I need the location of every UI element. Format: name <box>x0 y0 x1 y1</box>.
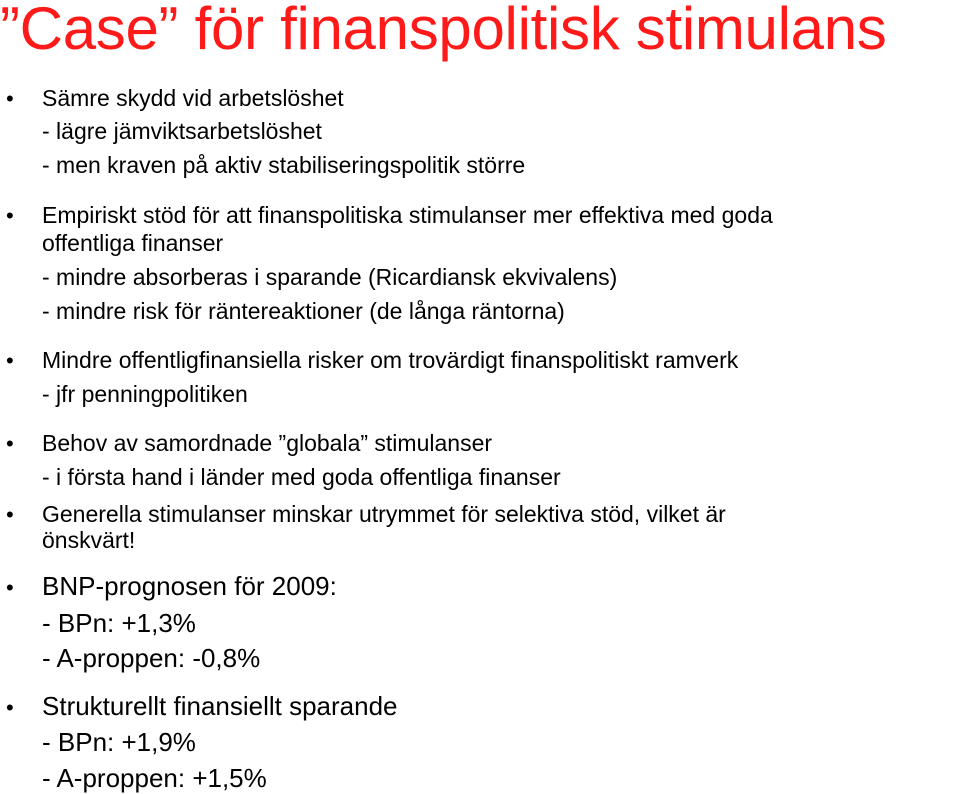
sub-text: - BPn: +1,9% <box>42 727 196 757</box>
sub-text: - mindre absorberas i sparande (Ricardiansk ekvivalens) <box>42 264 618 290</box>
bullet-text: Empiriskt stöd för att finanspolitiska stimulanser mer effektiva med goda <box>42 202 773 228</box>
sub-text: - men kraven på aktiv stabiliseringspolitik större <box>42 152 526 178</box>
sub-text: - lägre jämviktsarbetslöshet <box>42 118 322 144</box>
slide-title: ”Case” för finanspolitisk stimulans <box>0 0 887 62</box>
bullet-icon: • <box>6 695 14 720</box>
sub-text: - jfr penningpolitiken <box>42 381 248 407</box>
sub-text: - mindre risk för räntereaktioner (de långa räntorna) <box>42 298 565 324</box>
bullet-text: Strukturellt finansiellt sparande <box>42 691 398 721</box>
sub-text: - A-proppen: -0,8% <box>42 643 261 673</box>
bullet-icon: • <box>6 86 14 111</box>
bullet-text: önskvärt! <box>42 527 136 553</box>
bullet-text: Behov av samordnade ”globala” stimulanser <box>42 430 493 456</box>
sub-text: - BPn: +1,3% <box>42 608 196 638</box>
bullet-text: Sämre skydd vid arbetslöshet <box>42 85 344 111</box>
sub-text: - A-proppen: +1,5% <box>42 763 267 793</box>
bullet-icon: • <box>6 431 14 456</box>
bullet-icon: • <box>6 502 14 527</box>
bullet-icon: • <box>6 575 14 600</box>
bullet-text: BNP-prognosen för 2009: <box>42 571 337 601</box>
bullet-text: Mindre offentligfinansiella risker om trovärdigt finanspolitiskt ramverk <box>42 347 739 373</box>
bullet-icon: • <box>6 348 14 373</box>
sub-text: - i första hand i länder med goda offentliga finanser <box>42 464 561 490</box>
bullet-text: offentliga finanser <box>42 230 224 256</box>
bullet-text: Generella stimulanser minskar utrymmet för selektiva stöd, vilket är <box>42 501 726 527</box>
bullet-icon: • <box>6 203 14 228</box>
